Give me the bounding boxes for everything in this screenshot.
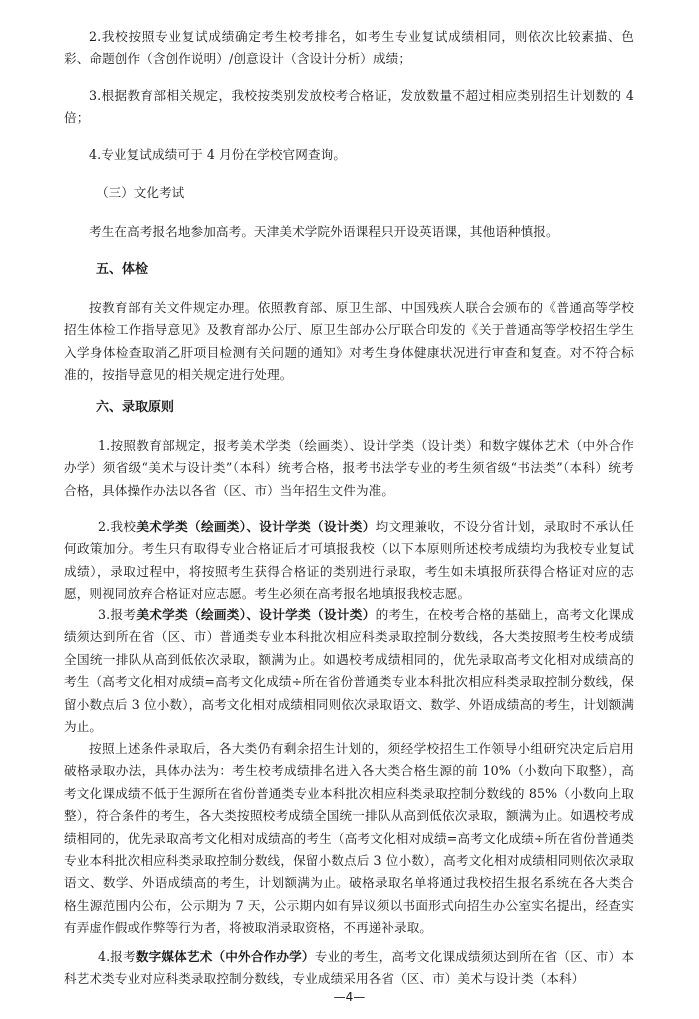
paragraph-admission-2 (64, 516, 634, 606)
admission-4-body: 专业的考生，高考文化课成绩须达到所在省（区、市）本科艺术类专业对应科类录取控制分数线，专业成绩采用各省（区、市）美术与设计类（本科） (64, 949, 635, 987)
admission-3-body: 的考生，在校考合格的基础上，高考文化课成绩须达到所在省（区、市）普通类专业本科批次相应科类录取控制分数线，各大类按照考生校考成绩全国统一排队从高到低依次录取，额满为止。如遇校考成绩相同的，优先录取高考文化相对成绩高的考生（高考文化相对成绩=高考文化成绩÷所在省份普通类专业本科批次相应科类录取控制分数线，保留小数点后 3 位小数），高考文化相对成绩相同则依次录取语文、数学、外语成绩高的考生，计划额满为止。 (64, 607, 634, 735)
admission-2-lead: 2.我校 (98, 519, 137, 534)
admission-3-lead: 3.报考 (98, 607, 137, 622)
paragraph-ranking: 2.我校按照专业复试成绩确定考生校考排名，如考生专业复试成绩相同，则依次比较素描、色彩、命题创作（含创作说明）/创意设计（含设计分析）成绩； (64, 29, 634, 67)
admission-4-emphasis: 数字媒体艺术（中外合作办学） (135, 949, 315, 964)
paragraph-health-check: 按教育部有关文件规定办理。依照教育部、原卫生部、中国残疾人联合会颁布的《普通高等学校招生体检工作指导意见》及教育部办公厅、原卫生部办公厅联合印发的《关于普通高等学校招生学生入学身体检查取消乙肝项目检测有关问题的通知》对考生身体健康状况进行审查和复查。对不符合标准的，按指导意见的相关规定进行处理。 (64, 300, 634, 383)
heading-admission-principles: 六、录取原则 (96, 400, 175, 415)
admission-4-lead: 4.报考 (98, 949, 136, 964)
paragraph-culture-exam: 考生在高考报名地参加高考。天津美术学院外语课程只开设英语课，其他语种慎报。 (89, 224, 559, 239)
paragraph-admission-3 (64, 604, 634, 738)
paragraph-score-query: 4.专业复试成绩可于 4 月份在学校官网查询。 (89, 147, 347, 162)
admission-2-emphasis: 美术学类（绘画类）、设计学类（设计类） (136, 519, 376, 534)
paragraph-admission-3-exception: 按照上述条件录取后，各大类仍有剩余招生计划的，须经学校招生工作领导小组研究决定后启用破格录取办法，具体办法为：考生校考成绩排名进入各大类合格生源的前 10%（小数向下取整），高考文化课成绩不低于生源所在省份普通类专业本科批次相应科类录取控制分数线的 85%（小数向上取整），符合条件的考生，各大类按照校考成绩全国统一排队从高到低依次录取，额满为止。如遇校考成绩相同的，优先录取高考文化相对成绩高的考生（高考文化相对成绩=高考文化成绩÷所在省份普通类专业本科批次相应科类录取控制分数线，保留小数点后 3 位小数），高考文化相对成绩相同则依次录取语文、数学、外语成绩高的考生，计划额满为止。破格录取名单将通过我校招生报名系统在各大类合格生源范围内公布，公示期为 7 天，公示期内如有异议须以书面形式向招生办公室实名提出，经查实有弄虚作假或作弊等行为者，将被取消录取资格，不再递补录取。 (64, 741, 634, 936)
admission-3-emphasis: 美术学类（绘画类）、设计学类（设计类） (136, 607, 376, 622)
paragraph-admission-1: 1.按照教育部规定，报考美术学类（绘画类）、设计学类（设计类）和数字媒体艺术（中外合作办学）须省级“美术与设计类”（本科）统考合格，报考书法学专业的考生须省级“书法类”（本科）统考合格，具体操作办法以各省（区、市）当年招生文件为准。 (64, 438, 634, 498)
page-number: —4— (333, 990, 366, 1004)
subheading-culture-exam: （三）文化考试 (96, 185, 185, 200)
heading-health-check: 五、体检 (96, 262, 149, 277)
paragraph-certificate: 3.根据教育部相关规定，我校按类别发放校考合格证，发放数量不超过相应类别招生计划数的 4 倍； (64, 88, 634, 126)
paragraph-admission-4 (64, 946, 634, 991)
admission-2-body: 均文理兼收，不设分省计划，录取时不承认任何政策加分。考生只有取得专业合格证后才可填报我校（以下本原则所述校考成绩均为我校专业复试成绩），录取过程中，将按照考生获得合格证的类别进行录取，考生如未填报所获得合格证对应的志愿，则视同放弃合格证对应志愿。考生必须在高考报名地填报我校志愿。 (64, 519, 634, 602)
